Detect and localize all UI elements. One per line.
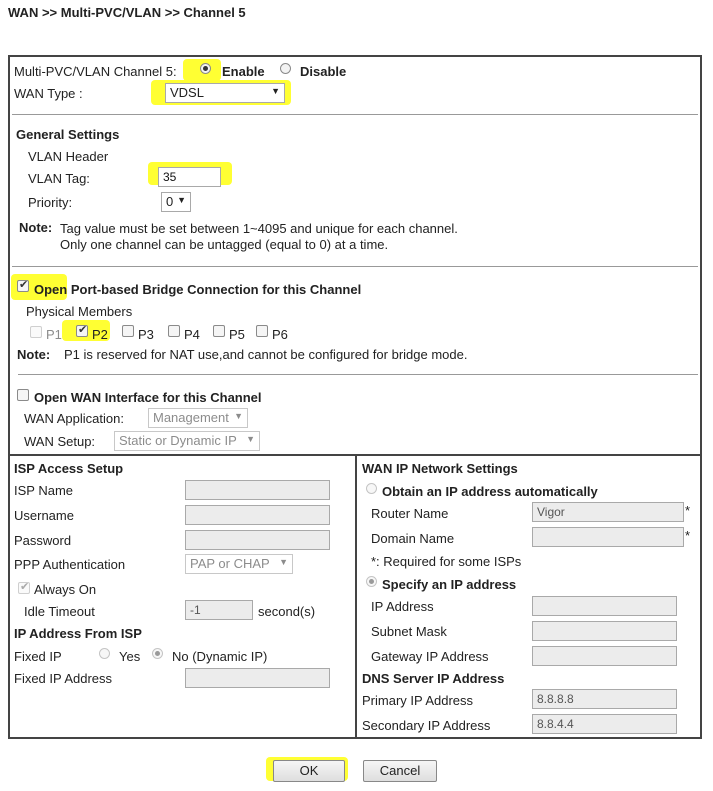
priority-select[interactable] <box>161 192 191 212</box>
subnet-mask-label: Subnet Mask <box>371 624 447 639</box>
wan-interface-label: Open WAN Interface for this Channel <box>34 390 262 405</box>
bridge-checkbox[interactable] <box>17 280 29 292</box>
chevron-down-icon: ▼ <box>279 557 288 567</box>
fixed-ip-yes-radio <box>99 648 110 659</box>
fixed-ip-label: Fixed IP <box>14 649 62 664</box>
ppp-auth-value: PAP or CHAP <box>190 556 270 571</box>
cancel-button[interactable]: Cancel <box>363 760 437 782</box>
domain-name-asterisk: * <box>685 528 691 543</box>
always-on-label: Always On <box>34 582 97 597</box>
wan-setup-value: Static or Dynamic IP <box>119 433 237 448</box>
dns-heading: DNS Server IP Address <box>362 671 505 686</box>
divider <box>12 266 698 267</box>
note-line-2: Only one channel can be untagged (equal to 0) at a time. <box>60 237 389 252</box>
page-title: WAN >> Multi-PVC/VLAN >> Channel 5 <box>8 5 246 20</box>
wan-type-value: VDSL <box>170 85 204 100</box>
required-note: *: Required for some ISPs <box>371 554 522 569</box>
chevron-down-icon: ▼ <box>271 86 280 96</box>
port-p2-checkbox[interactable] <box>76 325 88 337</box>
chevron-down-icon: ▼ <box>177 195 186 205</box>
username-label: Username <box>14 508 74 523</box>
vlan-header-label: VLAN Header <box>28 149 109 164</box>
wan-ip-heading: WAN IP Network Settings <box>362 461 518 476</box>
domain-name-input <box>532 527 684 547</box>
note-label: Note: <box>19 220 53 235</box>
ok-button[interactable]: OK <box>273 760 345 782</box>
specify-ip-label: Specify an IP address <box>382 577 517 592</box>
obtain-auto-label: Obtain an IP address automatically <box>382 484 598 499</box>
wan-application-label: WAN Application: <box>24 411 124 426</box>
secondary-dns-input[interactable]: 8.8.4.4 <box>532 714 677 734</box>
priority-value: 0 <box>166 194 174 209</box>
fixed-ip-address-input <box>185 668 330 688</box>
bridge-label: Open Port-based Bridge Connection for this Channel <box>34 282 362 297</box>
idle-unit-label: second(s) <box>258 604 316 619</box>
isp-name-input <box>185 480 330 500</box>
chevron-down-icon: ▼ <box>246 434 255 444</box>
fixed-ip-yes-label: Yes <box>119 649 141 664</box>
password-input <box>185 530 330 550</box>
primary-dns-label: Primary IP Address <box>362 693 474 708</box>
fixed-ip-no-label: No (Dynamic IP) <box>172 649 268 664</box>
username-input <box>185 505 330 525</box>
isp-heading: ISP Access Setup <box>14 461 124 476</box>
secondary-dns-label: Secondary IP Address <box>362 718 491 733</box>
specify-ip-radio <box>366 576 377 587</box>
vlan-tag-label: VLAN Tag: <box>28 171 90 186</box>
bridge-note: P1 is reserved for NAT use,and cannot be configured for bridge mode. <box>64 347 468 362</box>
subnet-mask-input <box>532 621 677 641</box>
fixed-ip-address-label: Fixed IP Address <box>14 671 113 686</box>
wan-setup-label: WAN Setup: <box>24 434 96 449</box>
idle-timeout-label: Idle Timeout <box>24 604 95 619</box>
divider <box>12 114 698 115</box>
wan-application-select <box>148 408 248 428</box>
bridge-note-label: Note: <box>17 347 51 362</box>
enable-radio[interactable] <box>200 63 211 74</box>
note-line-1: Tag value must be set between 1~4095 and unique for each channel. <box>60 221 458 236</box>
port-p2-label: P2 <box>92 327 108 342</box>
obtain-auto-radio <box>366 483 377 494</box>
router-name-label: Router Name <box>371 506 449 521</box>
port-p1-checkbox <box>30 326 42 338</box>
ppp-auth-select <box>185 554 293 574</box>
password-label: Password <box>14 533 72 548</box>
port-p4-checkbox[interactable] <box>168 325 180 337</box>
gateway-input <box>532 646 677 666</box>
port-p1-label: P1 <box>46 327 62 342</box>
domain-name-label: Domain Name <box>371 531 455 546</box>
idle-timeout-input: -1 <box>185 600 253 620</box>
divider <box>18 374 698 375</box>
disable-label: Disable <box>300 64 347 79</box>
wan-setup-select <box>114 431 260 451</box>
port-p5-checkbox[interactable] <box>213 325 225 337</box>
port-p6-checkbox[interactable] <box>256 325 268 337</box>
enable-label: Enable <box>222 64 265 79</box>
priority-label: Priority: <box>28 195 73 210</box>
chevron-down-icon: ▼ <box>234 411 243 421</box>
general-heading: General Settings <box>16 127 120 142</box>
ppp-auth-label: PPP Authentication <box>14 557 126 572</box>
ip-from-isp-heading: IP Address From ISP <box>14 626 142 641</box>
column-divider <box>355 454 357 739</box>
wan-application-value: Management <box>153 410 229 425</box>
port-p6-label: P6 <box>272 327 288 342</box>
port-p3-label: P3 <box>138 327 154 342</box>
primary-dns-input[interactable]: 8.8.8.8 <box>532 689 677 709</box>
wan-interface-checkbox[interactable] <box>17 389 29 401</box>
ip-address-label: IP Address <box>371 599 434 614</box>
wan-type-select[interactable] <box>165 83 285 103</box>
port-p3-checkbox[interactable] <box>122 325 134 337</box>
port-p4-label: P4 <box>184 327 200 342</box>
disable-radio[interactable] <box>280 63 291 74</box>
gateway-label: Gateway IP Address <box>371 649 489 664</box>
port-p5-label: P5 <box>229 327 245 342</box>
vlan-tag-input[interactable]: 35 <box>158 167 221 187</box>
wan-type-label: WAN Type : <box>14 86 83 101</box>
ip-address-input <box>532 596 677 616</box>
fixed-ip-no-radio <box>152 648 163 659</box>
physical-members-label: Physical Members <box>26 304 133 319</box>
channel-label: Multi-PVC/VLAN Channel 5: <box>14 64 177 79</box>
router-name-asterisk: * <box>685 503 691 518</box>
always-on-checkbox <box>18 582 30 594</box>
isp-name-label: ISP Name <box>14 483 74 498</box>
router-name-input: Vigor <box>532 502 684 522</box>
